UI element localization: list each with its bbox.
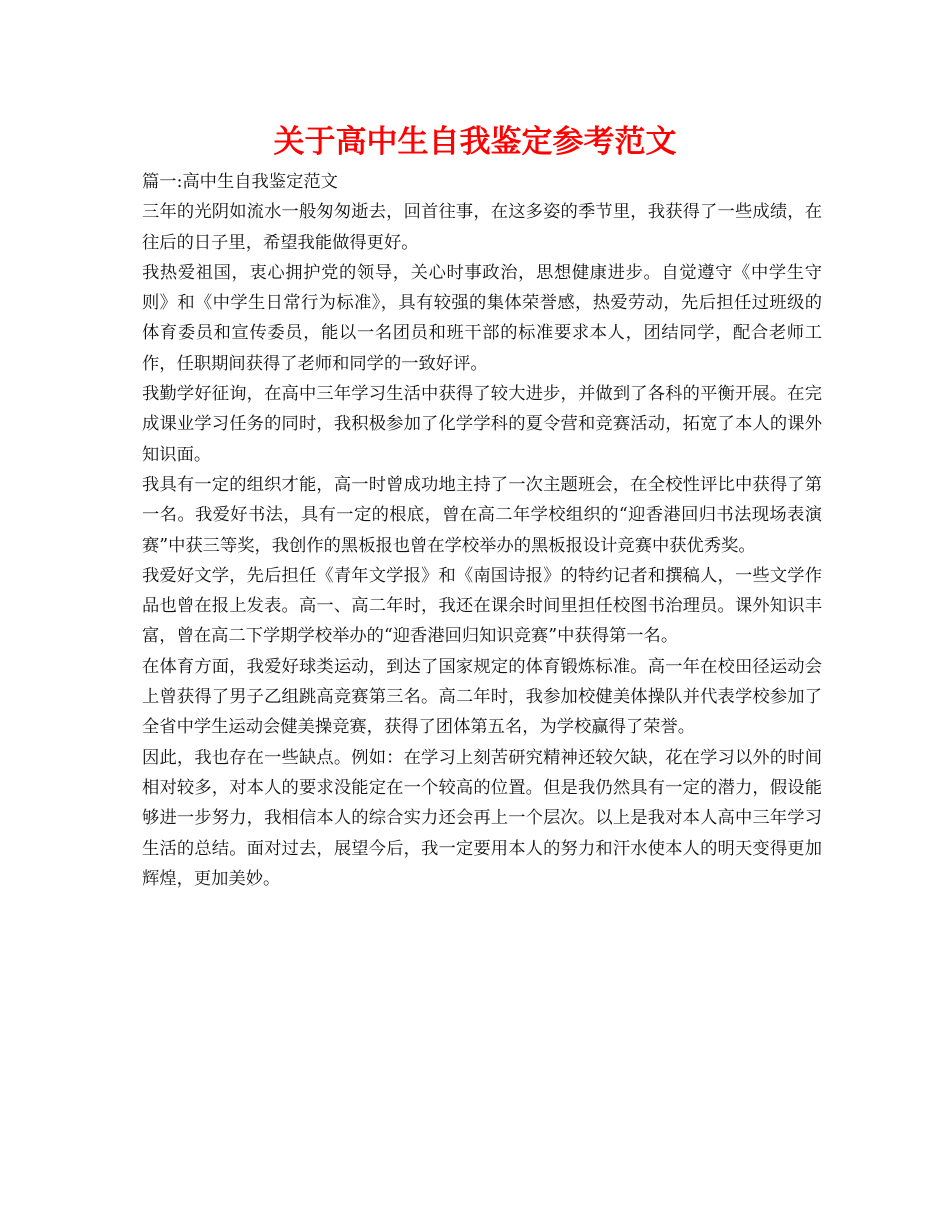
paragraph-1: 三年的光阴如流水一般匆匆逝去，回首往事，在这多姿的季节里，我获得了一些成绩，在往后的日子里，希望我能做得更好。 — [142, 202, 822, 253]
document-body — [142, 167, 822, 894]
paragraph-2: 我热爱祖国，衷心拥护党的领导，关心时事政治，思想健康进步。自觉遵守《中学生守则》和《中学生日常行为标准》，具有较强的集体荣誉感，热爱劳动，先后担任过班级的体育委员和宣传委员，能以一名团员和班干部的标准要求本人，团结同学，配合老师工作，任职期间获得了老师和同学的一致好评。 — [142, 262, 822, 374]
paragraph-5: 我爱好文学，先后担任《青年文学报》和《南国诗报》的特约记者和撰稿人，一些文学作品也曾在报上发表。高一、高二年时，我还在课余时间里担任校图书治理员。课外知识丰富，曾在高二下学期学校举办的“迎香港回归知识竞赛”中获得第一名。 — [142, 565, 822, 647]
paragraph-7: 因此，我也存在一些缺点。例如：在学习上刻苦研究精神还较欠缺，花在学习以外的时间相对较多，对本人的要求没能定在一个较高的位置。但是我仍然具有一定的潜力，假设能够进一步努力，我相信本人的综合实力还会再上一个层次。以上是我对本人高中三年学习生活的总结。面对过去，展望今后，我一定要用本人的努力和汗水使本人的明天变得更加辉煌，更加美妙。 — [142, 747, 822, 889]
section-heading: 篇一:高中生自我鉴定范文 — [142, 172, 338, 192]
paragraph-6: 在体育方面，我爱好球类运动，到达了国家规定的体育锻炼标准。高一年在校田径运动会上曾获得了男子乙组跳高竞赛第三名。高二年时，我参加校健美体操队并代表学校参加了全省中学生运动会健美操竞赛，获得了团体第五名，为学校赢得了荣誉。 — [142, 656, 822, 738]
paragraph-4: 我具有一定的组织才能，高一时曾成功地主持了一次主题班会，在全校性评比中获得了第一名。我爱好书法，具有一定的根底，曾在高二年学校组织的“迎香港回归书法现场表演赛”中获三等奖，我创作的黑板报也曾在学校举办的黑板报设计竞赛中获优秀奖。 — [142, 474, 822, 556]
document-title: 关于高中生自我鉴定参考范文 — [273, 124, 677, 160]
paragraph-3: 我勤学好征询，在高中三年学习生活中获得了较大进步，并做到了各科的平衡开展。在完成课业学习任务的同时，我积极参加了化学学科的夏令营和竞赛活动，拓宽了本人的课外知识面。 — [142, 384, 822, 465]
